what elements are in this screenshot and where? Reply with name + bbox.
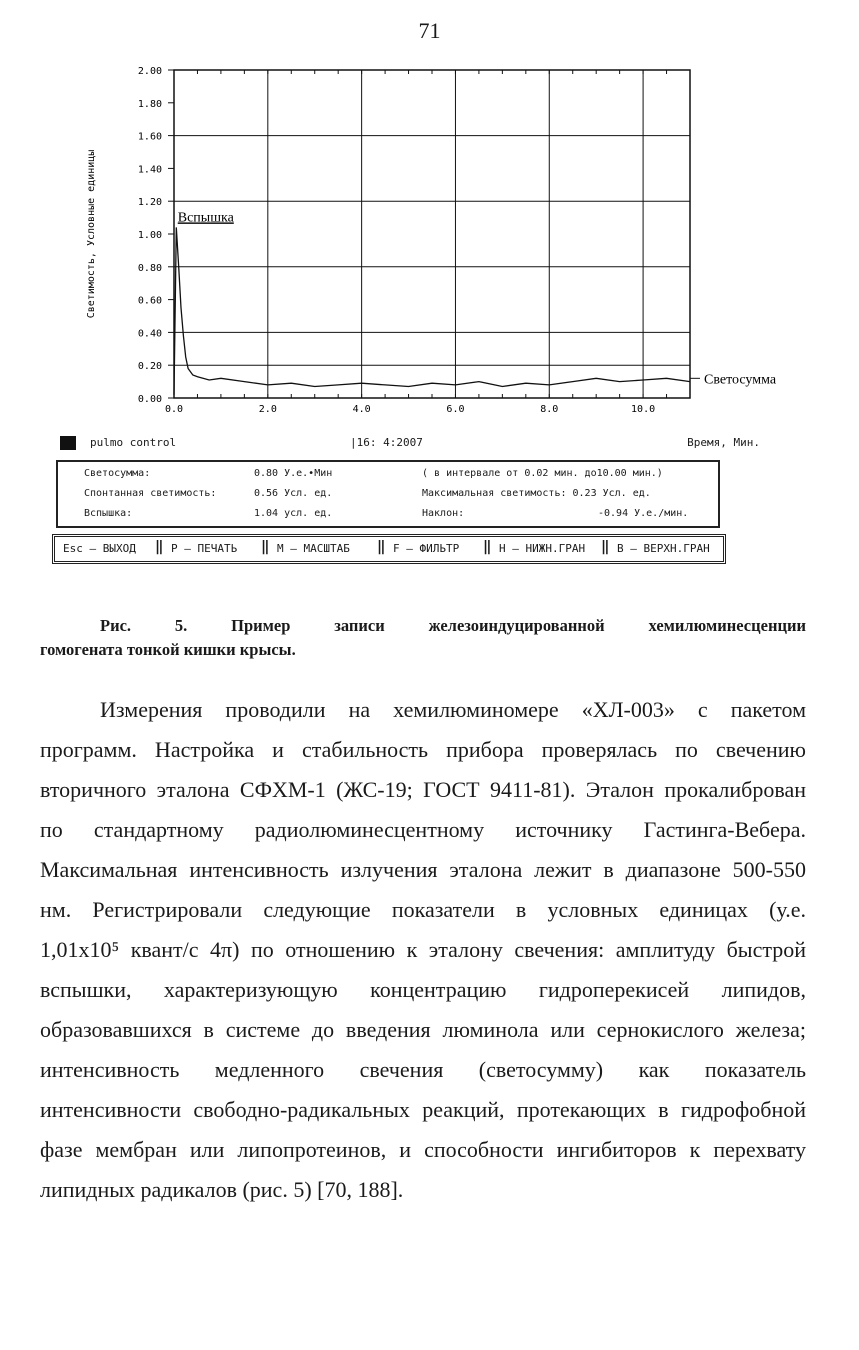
legend-series-name: pulmo control <box>90 436 177 449</box>
menu-separator: ‖ <box>483 539 492 555</box>
stat-value-flash: 1.04 усл. ед. <box>254 508 333 519</box>
menu-exit: Esc – ВЫХОД <box>63 542 136 555</box>
body-line: по стандартному радиолюминесцентному источнику Гастинга-Вебера. <box>40 817 806 842</box>
x-tick-label: 6.0 <box>446 404 465 415</box>
x-tick-label: 8.0 <box>540 404 559 415</box>
menu-filter: F – ФИЛЬТР <box>393 542 460 555</box>
y-tick-label: 0.20 <box>137 361 162 373</box>
annotation-flash: Вспышка <box>177 210 234 226</box>
chemiluminescence-figure <box>40 56 800 576</box>
stats-panel <box>56 460 720 528</box>
x-tick-label: 10.0 <box>631 404 656 415</box>
y-tick-label: 1.60 <box>137 131 162 143</box>
body-line: программ. Настройка и стабильность прибора проверялась по свечению <box>40 737 806 762</box>
figure-caption-line2: гомогената тонкой кишки крысы. <box>40 640 296 659</box>
body-line: фазе мембран или липопротеинов, и способности ингибиторов к перехвату <box>40 1137 806 1162</box>
command-menu-bar <box>52 534 726 564</box>
menu-lower-bound: H – НИЖН.ГРАН <box>499 542 586 555</box>
body-line: вспышки, характеризующую концентрацию гидроперекисей липидов, <box>40 977 806 1002</box>
stat-extra-interval: ( в интервале от 0.02 мин. до10.00 мин.) <box>422 468 663 479</box>
body-line: интенсивность медленного свечения (светосумму) как показатель <box>40 1057 806 1082</box>
y-tick-label: 2.00 <box>137 66 162 77</box>
annotation-lightsum: Светосумма <box>704 372 777 388</box>
stat-label-lightsum: Светосумма: <box>84 468 151 479</box>
stat-value-lightsum: 0.80 У.е.•Мин <box>254 468 333 479</box>
menu-scale: M – МАСШТАБ <box>277 542 350 555</box>
legend-row <box>60 434 760 454</box>
menu-separator: ‖ <box>261 539 270 555</box>
y-tick-label: 1.80 <box>137 98 162 110</box>
menu-separator: ‖ <box>601 539 610 555</box>
stat-value-slope: -0.94 У.е./мин. <box>598 508 689 519</box>
body-line: Максимальная интенсивность излучения эталона лежит в диапазоне 500-550 <box>40 857 806 882</box>
body-line: интенсивности свободно-радикальных реакций, протекающих в гидрофобной <box>40 1097 806 1122</box>
x-tick-label: 0.0 <box>164 404 184 415</box>
y-tick-label: 0.40 <box>137 328 162 340</box>
page-number: 71 <box>418 18 441 43</box>
body-line: нм. Регистрировали следующие показатели в условных единицах (у.е. <box>40 897 806 922</box>
body-text <box>40 690 806 1210</box>
stat-label-flash: Вспышка: <box>84 508 133 519</box>
series-line <box>174 227 690 394</box>
figure-caption-line1: Рис. 5. Пример записи железоиндуцированной хемилюминесценции <box>100 616 806 635</box>
y-tick-label: 1.40 <box>137 164 162 176</box>
stat-label-spontaneous: Спонтанная светимость: <box>84 488 217 499</box>
menu-upper-bound: B – ВЕРХН.ГРАН <box>617 542 710 555</box>
stat-extra-max-luminosity: Максимальная светимость: 0.23 Усл. ед. <box>422 488 651 499</box>
record-stamp: |16: 4:2007 <box>350 436 423 449</box>
legend-swatch <box>60 436 76 450</box>
y-tick-label: 0.80 <box>137 262 162 274</box>
chemiluminescence-chart <box>40 56 800 436</box>
plot-frame <box>174 70 690 398</box>
stat-label-slope: Наклон: <box>422 508 465 519</box>
body-line: Измерения проводили на хемилюминомере «ХЛ-003» с пакетом <box>100 697 806 722</box>
stat-value-spontaneous: 0.56 Усл. ед. <box>254 488 333 499</box>
x-tick-label: 4.0 <box>352 404 371 415</box>
menu-separator: ‖ <box>155 539 164 555</box>
menu-print: P – ПЕЧАТЬ <box>171 542 238 555</box>
x-axis-unit: Время, Мин. <box>687 436 760 449</box>
x-tick-label: 2.0 <box>258 404 277 415</box>
y-axis-label: Светимость, Условные единицы <box>86 149 97 319</box>
body-line: вторичного эталона СФХМ-1 (ЖС-19; ГОСТ 9411-81). Эталон прокалиброван <box>40 777 806 802</box>
y-tick-label: 0.00 <box>137 394 162 405</box>
y-tick-label: 1.20 <box>137 197 162 209</box>
body-line: 1,01x10⁵ квант/с 4π) по отношению к эталону свечения: амплитуду быстрой <box>40 937 806 962</box>
body-line: липидных радикалов (рис. 5) [70, 188]. <box>40 1177 404 1202</box>
body-line: образовавшихся в системе до введения люминола или сернокислого железа; <box>40 1017 806 1042</box>
menu-separator: ‖ <box>377 539 386 555</box>
y-tick-label: 0.60 <box>137 295 162 307</box>
y-tick-label: 1.00 <box>137 230 162 241</box>
